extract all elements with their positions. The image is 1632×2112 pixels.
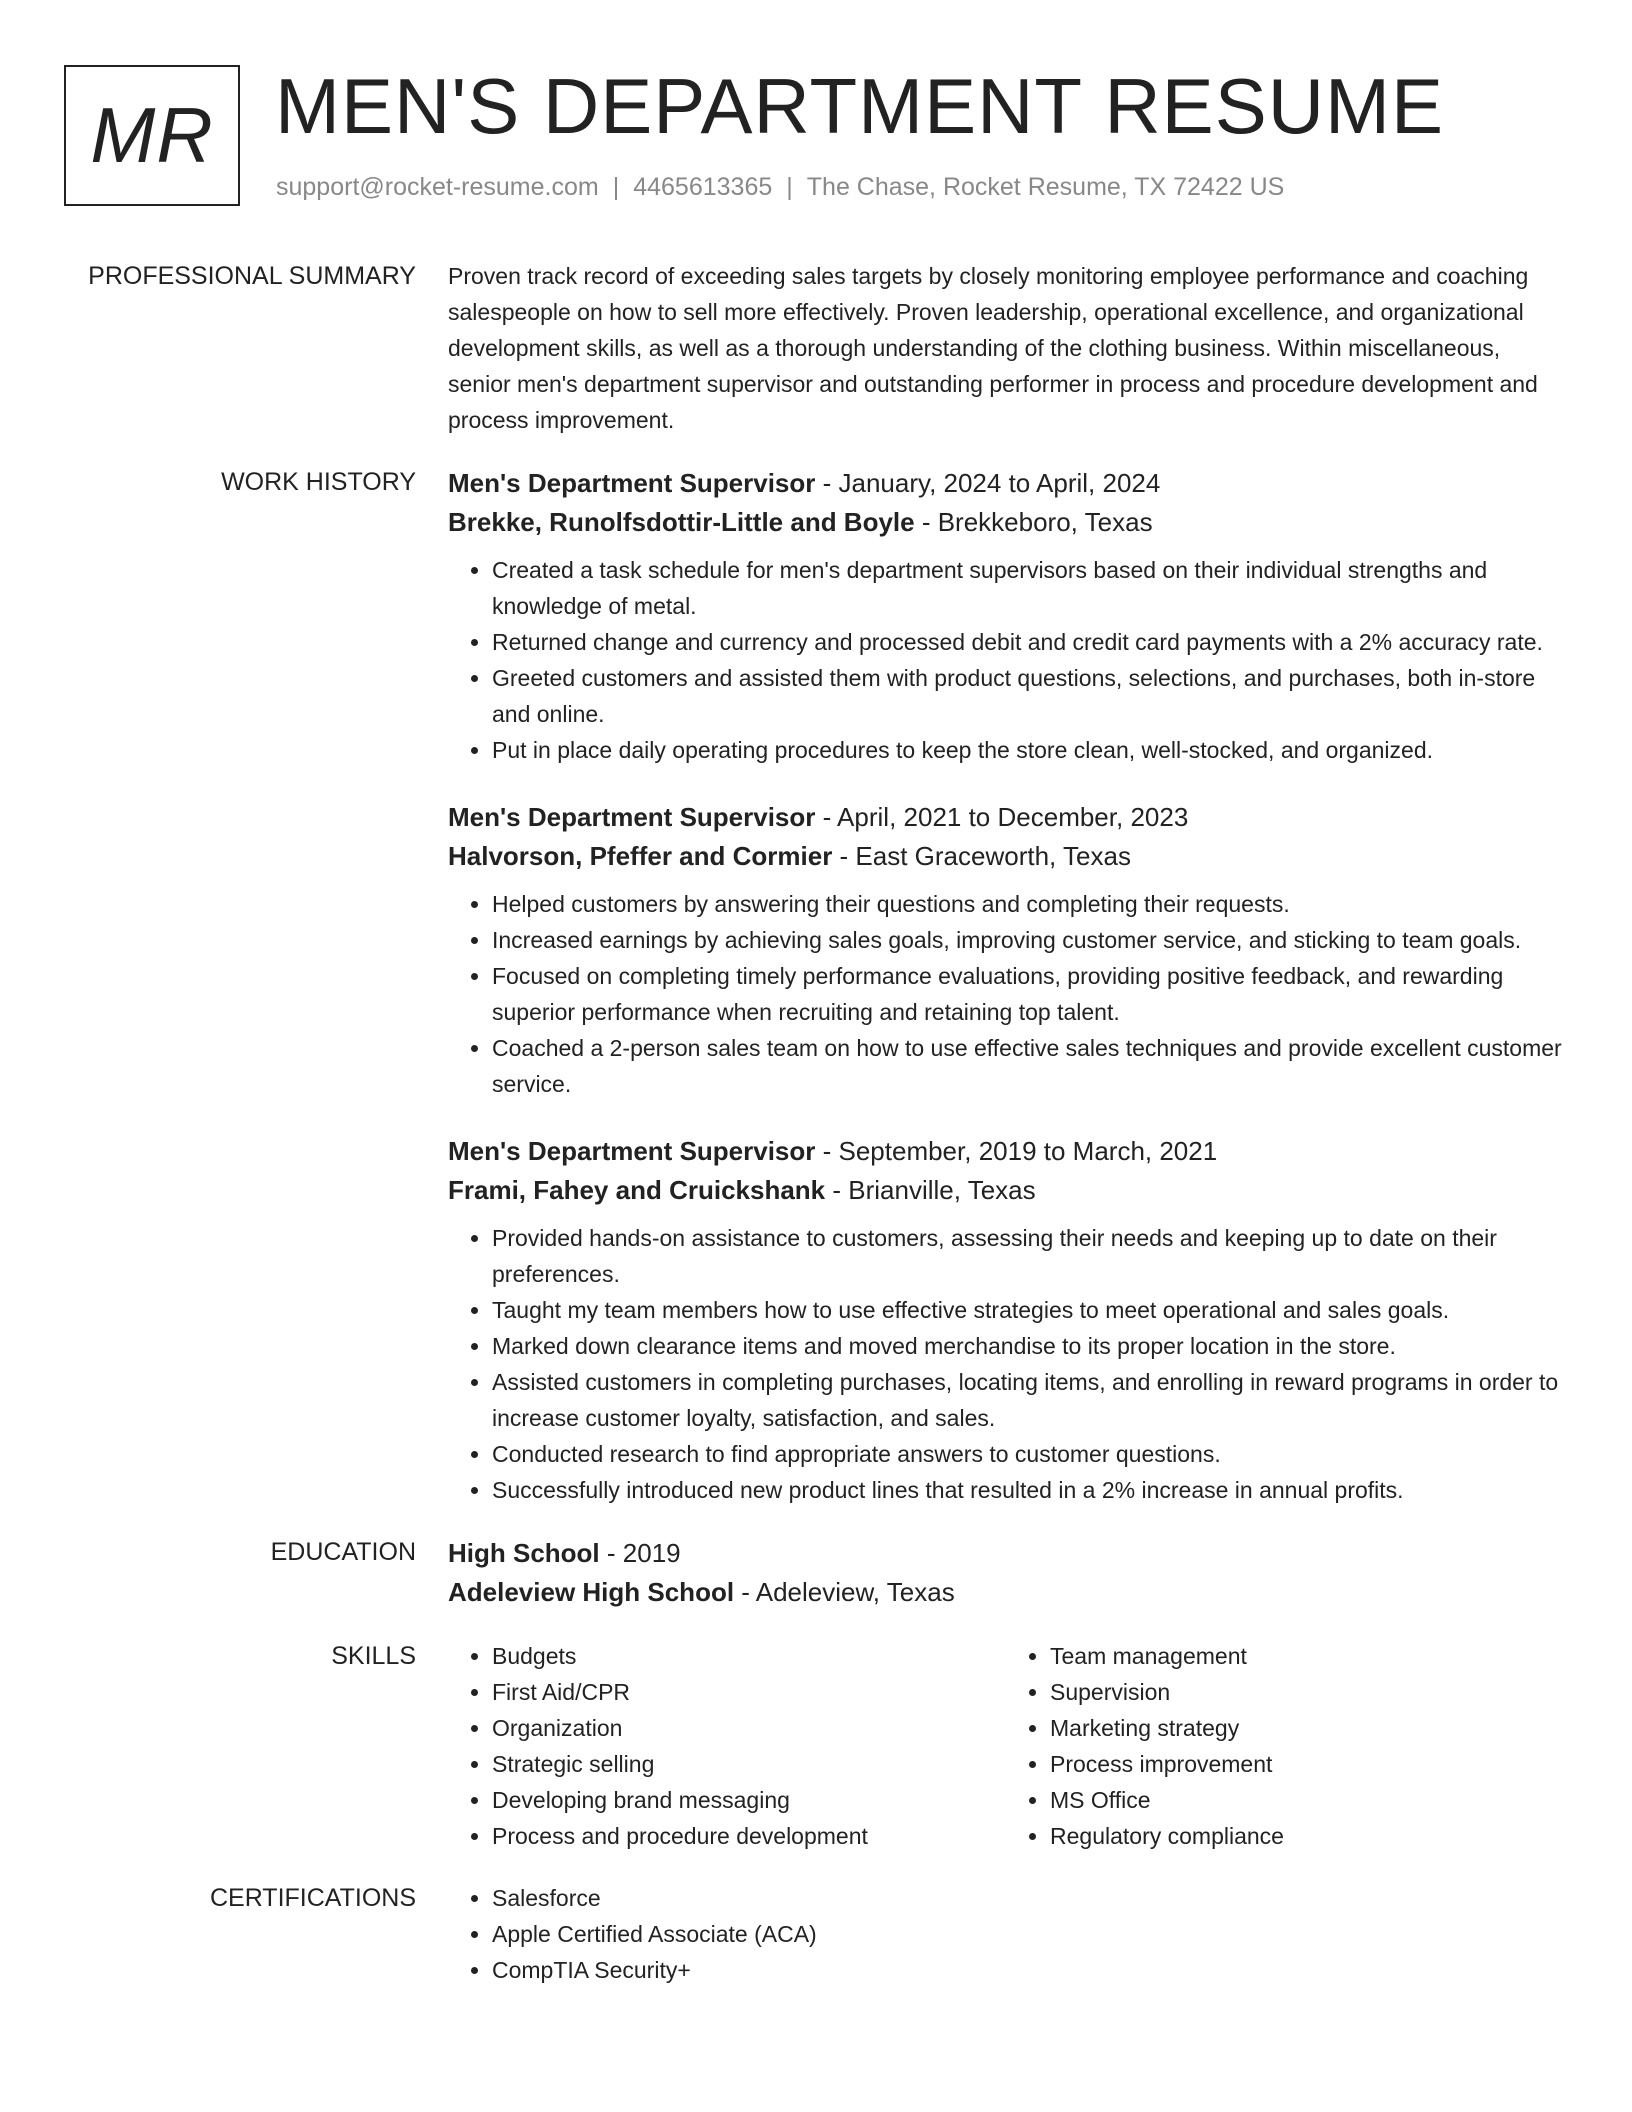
graduation-year: - 2019 [599,1538,681,1568]
skill-item: • Budgets [492,1638,1006,1674]
skill-item: • Organization [492,1710,1006,1746]
list-item: • Coached a 2-person sales team on how to use effective sales techniques and provide excellent customer service. [492,1030,1564,1102]
company-location: - Brekkeboro, Texas [914,507,1153,537]
list-item: • Taught my team members how to use effective strategies to meet operational and sales goals. [492,1292,1564,1328]
skill-item: • First Aid/CPR [492,1674,1006,1710]
certifications-section [64,1880,1564,1988]
education-section [64,1534,1564,1612]
school-line [448,1573,1564,1612]
section-label: PROFESSIONAL SUMMARY [88,262,416,290]
phone-number[interactable]: 4465613365 [633,173,773,201]
section-body [448,258,1564,438]
list-item: • Assisted customers in completing purchases, locating items, and enrolling in reward programs in order to increase customer loyalty, satisfaction, and sales. [492,1364,1564,1436]
skill-item: • Marketing strategy [1050,1710,1564,1746]
list-item: • Created a task schedule for men's department supervisors based on their individual strengths and knowledge of metal. [492,552,1564,624]
school-name: Adeleview High School [448,1577,735,1607]
contact-separator: | [786,173,793,201]
list-item: • Provided hands-on assistance to customers, assessing their needs and keeping up to date on their preferences. [492,1220,1564,1292]
work-history-section [64,464,1564,1508]
skills-grid [448,1638,1564,1854]
skill-item: • Supervision [1050,1674,1564,1710]
job-title: Men's Department Supervisor [448,802,816,832]
job-dates: - September, 2019 to March, 2021 [815,1136,1218,1166]
contact-separator: | [612,173,620,201]
list-item: • Focused on completing timely performance evaluations, providing positive feedback, and rewarding superior performance when recruiting and retaining top talent. [492,958,1564,1030]
section-label: CERTIFICATIONS [209,1884,416,1912]
skill-item: • MS Office [1050,1782,1564,1818]
contact-line [276,173,1284,202]
resume-title: MEN'S DEPARTMENT RESUME [275,62,1445,150]
address: The Chase, Rocket Resume, TX 72422 US [806,173,1285,201]
job-company-line [448,837,1564,876]
section-body [448,464,1564,1508]
resume-header [64,62,1564,215]
list-item: • Returned change and currency and processed debit and credit card payments with a 2% accuracy rate. [492,624,1564,660]
job-bullets [448,886,1564,1102]
skills-column-left [448,1638,1006,1854]
company-name: Halvorson, Pfeffer and Cormier [448,841,833,871]
job-bullets [448,552,1564,768]
job-title-line [448,798,1564,837]
job-title-line [448,1132,1564,1171]
skill-item: • Developing brand messaging [492,1782,1006,1818]
certifications-list [448,1880,1564,1988]
job-bullets [448,1220,1564,1508]
company-name: Frami, Fahey and Cruickshank [448,1175,826,1205]
job-company-line [448,503,1564,542]
job-title: Men's Department Supervisor [448,468,816,498]
certification-item: • Salesforce [492,1880,1564,1916]
section-body [448,1534,1564,1612]
skill-item: • Process improvement [1050,1746,1564,1782]
skills-section [64,1638,1564,1854]
resume-content [64,258,1564,2014]
job-dates: - January, 2024 to April, 2024 [815,468,1161,498]
job-title: Men's Department Supervisor [448,1136,816,1166]
job-dates: - April, 2021 to December, 2023 [815,802,1189,832]
list-item: • Marked down clearance items and moved merchandise to its proper location in the store. [492,1328,1564,1364]
section-body [448,1880,1564,1988]
monogram-logo: MR [64,65,240,206]
list-item: • Increased earnings by achieving sales goals, improving customer service, and sticking to team goals. [492,922,1564,958]
email-link[interactable]: support@rocket-resume.com [276,173,599,201]
list-item: • Greeted customers and assisted them with product questions, selections, and purchases, both in-store and online. [492,660,1564,732]
list-item: • Helped customers by answering their questions and completing their requests. [492,886,1564,922]
skill-item: • Strategic selling [492,1746,1006,1782]
job-entry [448,1132,1564,1508]
company-location: - Brianville, Texas [825,1175,1036,1205]
skill-item: • Process and procedure development [492,1818,1006,1854]
degree-line [448,1534,1564,1573]
section-label: EDUCATION [270,1538,416,1566]
section-label: SKILLS [331,1642,416,1670]
skills-column-right [1006,1638,1564,1854]
degree: High School [448,1538,600,1568]
list-item: • Conducted research to find appropriate answers to customer questions. [492,1436,1564,1472]
job-entry [448,464,1564,768]
job-company-line [448,1171,1564,1210]
certification-item: • CompTIA Security+ [492,1952,1564,1988]
job-title-line [448,464,1564,503]
certification-item: • Apple Certified Associate (ACA) [492,1916,1564,1952]
company-name: Brekke, Runolfsdottir-Little and Boyle [448,507,915,537]
skill-item: • Regulatory compliance [1050,1818,1564,1854]
summary-section [64,258,1564,438]
job-entry [448,798,1564,1102]
company-location: - East Graceworth, Texas [832,841,1131,871]
school-location: - Adeleview, Texas [734,1577,955,1607]
list-item: • Successfully introduced new product lines that resulted in a 2% increase in annual profits. [492,1472,1564,1508]
summary-text: Proven track record of exceeding sales targets by closely monitoring employee performance and coaching salespeople on how to sell more effectively. Proven leadership, operational excellence, and organizational development skills, as well as a thorough understanding of the clothing business. Within miscellaneous, senior men's department supervisor and outstanding performer in process and procedure development and process improvement. [448,263,1538,433]
section-body [448,1638,1564,1854]
skill-item: • Team management [1050,1638,1564,1674]
section-label: WORK HISTORY [221,468,416,496]
list-item: • Put in place daily operating procedures to keep the store clean, well-stocked, and organized. [492,732,1564,768]
